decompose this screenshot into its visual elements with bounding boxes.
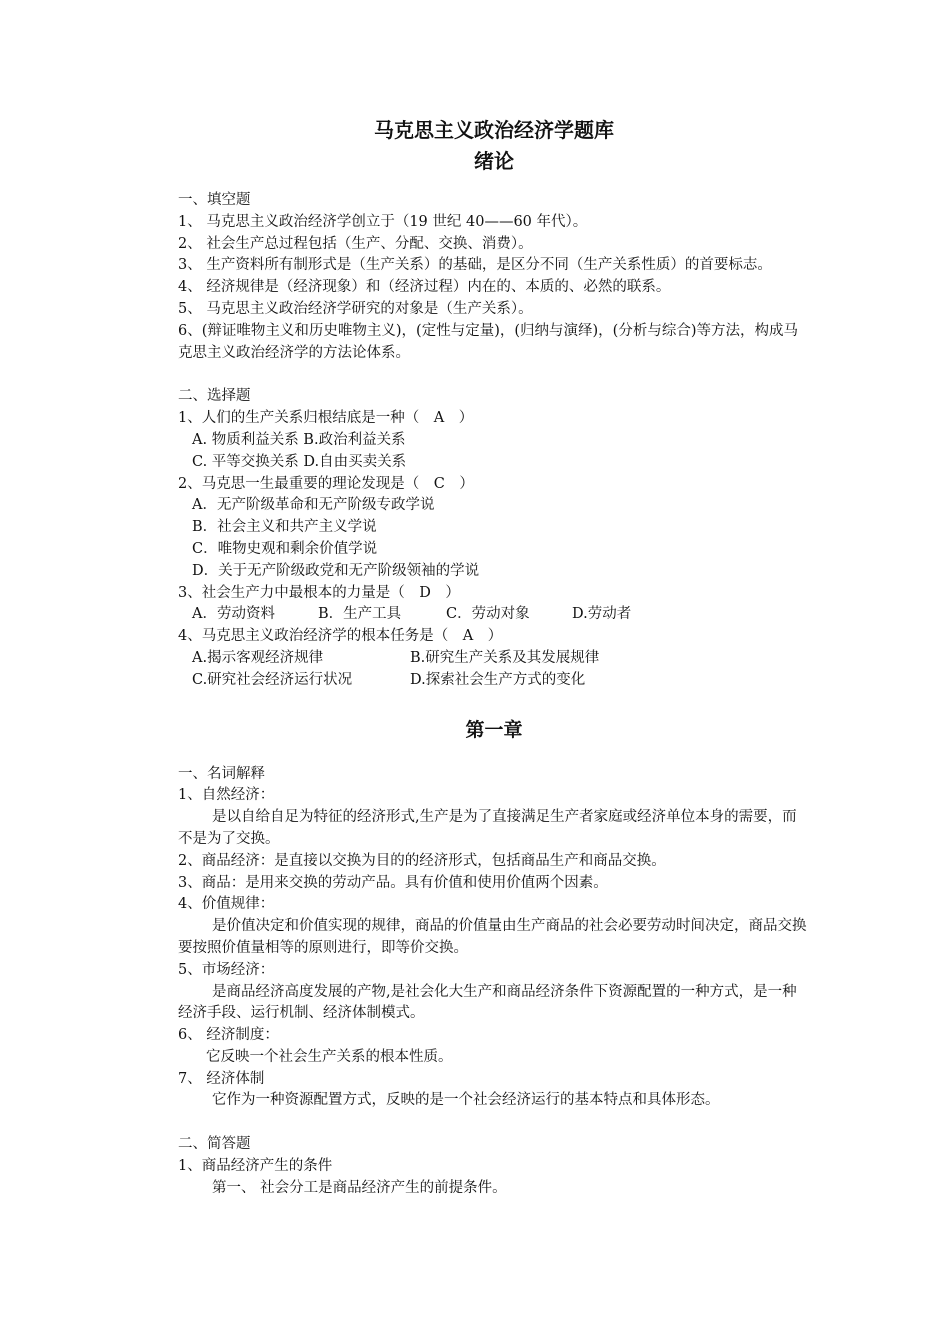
terms-heading: 一、名词解释 xyxy=(178,765,265,782)
fill-item-4: 4、 经济规律是（经济现象）和（经济过程）内在的、本质的、必然的联系。 xyxy=(178,279,671,296)
choice-q2-option-a: A．无产阶级革命和无产阶级专政学说 xyxy=(192,497,435,514)
fill-item-6: 6、(辩证唯物主义和历史唯物主义)，(定性与定量)，(归纳与演绎)，(分析与综合)等方法，构成马克思主义政治经济学的方法论体系。 xyxy=(178,322,798,361)
choice-q3-option-d: D.劳动者 xyxy=(572,606,632,623)
choice-q3: 3、社会生产力中最根本的力量是（ D ） xyxy=(178,584,460,601)
term-2: 2、商品经济：是直接以交换为目的的经济形式，包括商品生产和商品交换。 xyxy=(178,852,666,869)
intro-title: 绪论 xyxy=(474,149,514,173)
term-7-head: 7、 经济体制 xyxy=(178,1070,265,1087)
short-answer-1-body: 第一、 社会分工是商品经济产生的前提条件。 xyxy=(212,1179,507,1196)
choice-q3-option-a: A．劳动资料 xyxy=(192,606,275,623)
term-6-body: 它反映一个社会生产关系的根本性质。 xyxy=(206,1048,453,1065)
choice-q4-option-b: B.研究生产关系及其发展规律 xyxy=(410,649,600,666)
choice-q2-option-d: D．关于无产阶级政党和无产阶级领袖的学说 xyxy=(192,562,480,579)
term-1-head: 1、自然经济： xyxy=(178,787,275,804)
short-answer-1-head: 1、商品经济产生的条件 xyxy=(178,1158,333,1175)
fill-heading: 一、填空题 xyxy=(178,192,251,208)
choice-q3-options xyxy=(178,604,810,626)
choice-q4-option-a: A.揭示客观经济规律 xyxy=(192,649,324,666)
term-5-body: 是商品经济高度发展的产物,是社会化大生产和商品经济条件下资源配置的一种方式，是一种经济手段、运行机制、经济体制模式。 xyxy=(178,983,797,1022)
choice-q2-option-b: B．社会主义和共产主义学说 xyxy=(192,519,377,536)
choice-q2-option-c: C．唯物史观和剩余价值学说 xyxy=(192,540,378,557)
term-4-body: 是价值决定和价值实现的规律，商品的价值量由生产商品的社会必要劳动时间决定，商品交换要按照价值量相等的原则进行，即等价交换。 xyxy=(178,918,807,956)
fill-item-3: 3、 生产资料所有制形式是（生产关系）的基础，是区分不同（生产关系性质）的首要标志。 xyxy=(178,257,772,274)
fill-item-1: 1、 马克思主义政治经济学创立于（19 世纪 40——60 年代）。 xyxy=(178,213,588,230)
fill-item-2: 2、 社会生产总过程包括（生产、分配、交换、消费）。 xyxy=(178,235,533,252)
term-7-body: 它作为一种资源配置方式，反映的是一个社会经济运行的基本特点和具体形态。 xyxy=(212,1092,720,1109)
term-6-head: 6、 经济制度： xyxy=(178,1027,279,1044)
choice-q2: 2、马克思一生最重要的理论发现是（ C ） xyxy=(178,475,474,492)
chapter-title: 第一章 xyxy=(465,718,523,741)
term-3: 3、商品：是用来交换的劳动产品。具有价值和使用价值两个因素。 xyxy=(178,874,608,891)
choice-q3-option-c: C．劳动对象 xyxy=(446,606,530,623)
term-5-head: 5、市场经济： xyxy=(178,961,275,978)
fill-item-5: 5、 马克思主义政治经济学研究的对象是（生产关系）。 xyxy=(178,300,533,317)
choice-q4-option-c: C.研究社会经济运行状况 xyxy=(192,671,353,688)
term-4-head: 4、价值规律： xyxy=(178,896,275,913)
choice-q3-option-b: B．生产工具 xyxy=(318,606,402,623)
choice-q1-options-ab: A. 物质利益关系 B.政治利益关系 xyxy=(192,431,406,448)
choice-heading: 二、选择题 xyxy=(178,388,251,405)
choice-q1-options-cd: C. 平等交换关系 D.自由买卖关系 xyxy=(192,453,407,470)
term-1-body: 是以自给自足为特征的经济形式,生产是为了直接满足生产者家庭或经济单位本身的需要，而不是为了交换。 xyxy=(178,809,797,847)
choice-q4-options-ab xyxy=(178,648,810,670)
document-title: 马克思主义政治经济学题库 xyxy=(374,118,614,142)
choice-q4: 4、马克思主义政治经济学的根本任务是（ A ） xyxy=(178,628,503,645)
short-answer-heading: 二、简答题 xyxy=(178,1136,251,1153)
document-page xyxy=(178,114,810,1200)
choice-q4-options-cd xyxy=(178,670,810,692)
choice-q1: 1、人们的生产关系归根结底是一种（ A ） xyxy=(178,410,474,427)
choice-q4-option-d: D.探索社会生产方式的变化 xyxy=(410,671,586,688)
